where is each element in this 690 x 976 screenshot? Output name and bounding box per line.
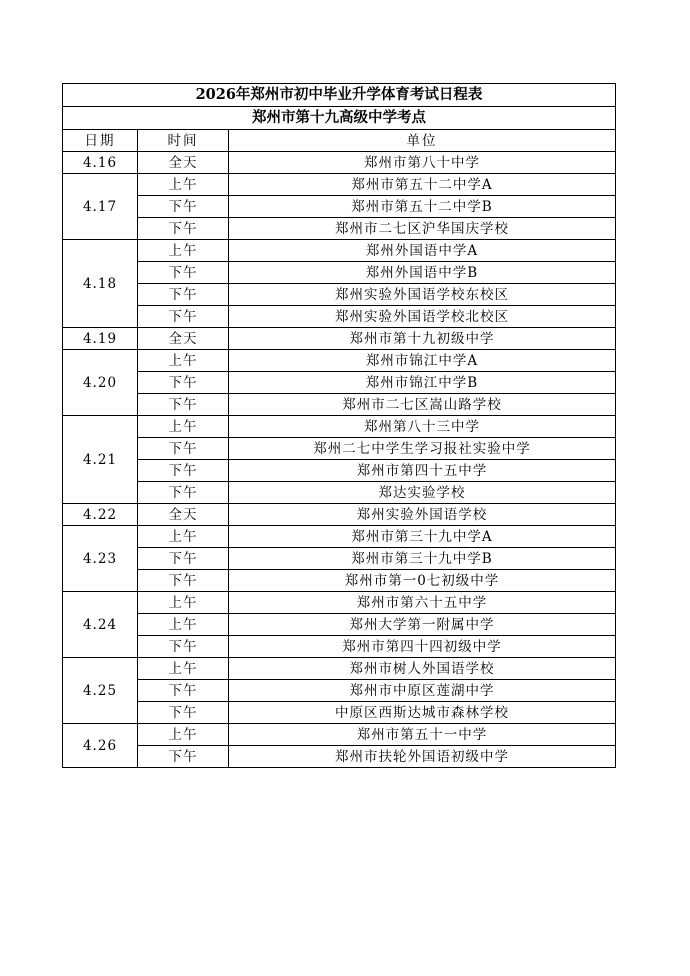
table-row [63,328,616,350]
unit-cell: 郑州市第五十一中学 [229,724,616,746]
unit-cell: 郑州市二七区沪华国庆学校 [229,218,616,240]
date-cell: 4.18 [63,240,138,328]
date-cell: 4.16 [63,152,138,174]
header-unit: 单位 [229,130,616,152]
time-cell: 上午 [138,416,229,438]
time-cell: 下午 [138,680,229,702]
time-cell: 上午 [138,658,229,680]
date-cell: 4.25 [63,658,138,724]
time-cell: 上午 [138,724,229,746]
table-row [63,614,616,636]
table-row [63,174,616,196]
unit-cell: 郑州市第五十二中学A [229,174,616,196]
date-cell: 4.24 [63,592,138,658]
time-cell: 下午 [138,438,229,460]
subtitle-row [63,107,616,130]
time-cell: 下午 [138,460,229,482]
table-row [63,746,616,768]
unit-cell: 郑州市扶轮外国语初级中学 [229,746,616,768]
unit-cell: 郑州市第一0七初级中学 [229,570,616,592]
table-row [63,152,616,174]
exam-site-title: 郑州市第十九高级中学考点 [63,107,616,130]
time-cell: 全天 [138,328,229,350]
table-row [63,218,616,240]
table-row [63,592,616,614]
table-row [63,570,616,592]
time-cell: 下午 [138,196,229,218]
table-row [63,438,616,460]
table-row [63,394,616,416]
schedule-body [63,84,616,768]
unit-cell: 郑州市第六十五中学 [229,592,616,614]
unit-cell: 中原区西斯达城市森林学校 [229,702,616,724]
unit-cell: 郑州市第三十九中学B [229,548,616,570]
table-row [63,658,616,680]
table-row [63,504,616,526]
unit-cell: 郑州二七中学生学习报社实验中学 [229,438,616,460]
table-row [63,548,616,570]
date-cell: 4.19 [63,328,138,350]
time-cell: 上午 [138,592,229,614]
unit-cell: 郑州市第五十二中学B [229,196,616,218]
unit-cell: 郑州市第四十四初级中学 [229,636,616,658]
table-row [63,350,616,372]
time-cell: 上午 [138,614,229,636]
time-cell: 下午 [138,636,229,658]
time-cell: 上午 [138,526,229,548]
table-row [63,240,616,262]
document-title: 2026年郑州市初中毕业升学体育考试日程表 [63,84,616,107]
title-row [63,84,616,107]
date-cell: 4.23 [63,526,138,592]
unit-cell: 郑州实验外国语学校 [229,504,616,526]
unit-cell: 郑州市二七区嵩山路学校 [229,394,616,416]
time-cell: 下午 [138,746,229,768]
unit-cell: 郑州市第十九初级中学 [229,328,616,350]
date-cell: 4.26 [63,724,138,768]
unit-cell: 郑州实验外国语学校东校区 [229,284,616,306]
time-cell: 下午 [138,702,229,724]
table-row [63,460,616,482]
time-cell: 上午 [138,174,229,196]
time-cell: 下午 [138,548,229,570]
table-row [63,702,616,724]
unit-cell: 郑州市锦江中学A [229,350,616,372]
table-row [63,372,616,394]
time-cell: 下午 [138,394,229,416]
unit-cell: 郑州市第八十中学 [229,152,616,174]
time-cell: 全天 [138,152,229,174]
table-row [63,680,616,702]
table-row [63,284,616,306]
time-cell: 下午 [138,284,229,306]
unit-cell: 郑州市锦江中学B [229,372,616,394]
header-date: 日期 [63,130,138,152]
date-cell: 4.22 [63,504,138,526]
schedule-table [62,83,616,768]
time-cell: 上午 [138,350,229,372]
table-row [63,482,616,504]
unit-cell: 郑州市第三十九中学A [229,526,616,548]
unit-cell: 郑州市中原区莲湖中学 [229,680,616,702]
unit-cell: 郑州大学第一附属中学 [229,614,616,636]
table-row [63,724,616,746]
table-row [63,416,616,438]
table-row [63,306,616,328]
table-row [63,196,616,218]
time-cell: 上午 [138,240,229,262]
table-row [63,636,616,658]
date-cell: 4.21 [63,416,138,504]
time-cell: 全天 [138,504,229,526]
header-time: 时间 [138,130,229,152]
unit-cell: 郑达实验学校 [229,482,616,504]
date-cell: 4.20 [63,350,138,416]
table-row [63,526,616,548]
table-row [63,262,616,284]
unit-cell: 郑州市树人外国语学校 [229,658,616,680]
unit-cell: 郑州实验外国语学校北校区 [229,306,616,328]
date-cell: 4.17 [63,174,138,240]
unit-cell: 郑州外国语中学A [229,240,616,262]
time-cell: 下午 [138,262,229,284]
header-row [63,130,616,152]
time-cell: 下午 [138,306,229,328]
time-cell: 下午 [138,482,229,504]
unit-cell: 郑州外国语中学B [229,262,616,284]
time-cell: 下午 [138,570,229,592]
unit-cell: 郑州第八十三中学 [229,416,616,438]
unit-cell: 郑州市第四十五中学 [229,460,616,482]
time-cell: 下午 [138,218,229,240]
time-cell: 下午 [138,372,229,394]
